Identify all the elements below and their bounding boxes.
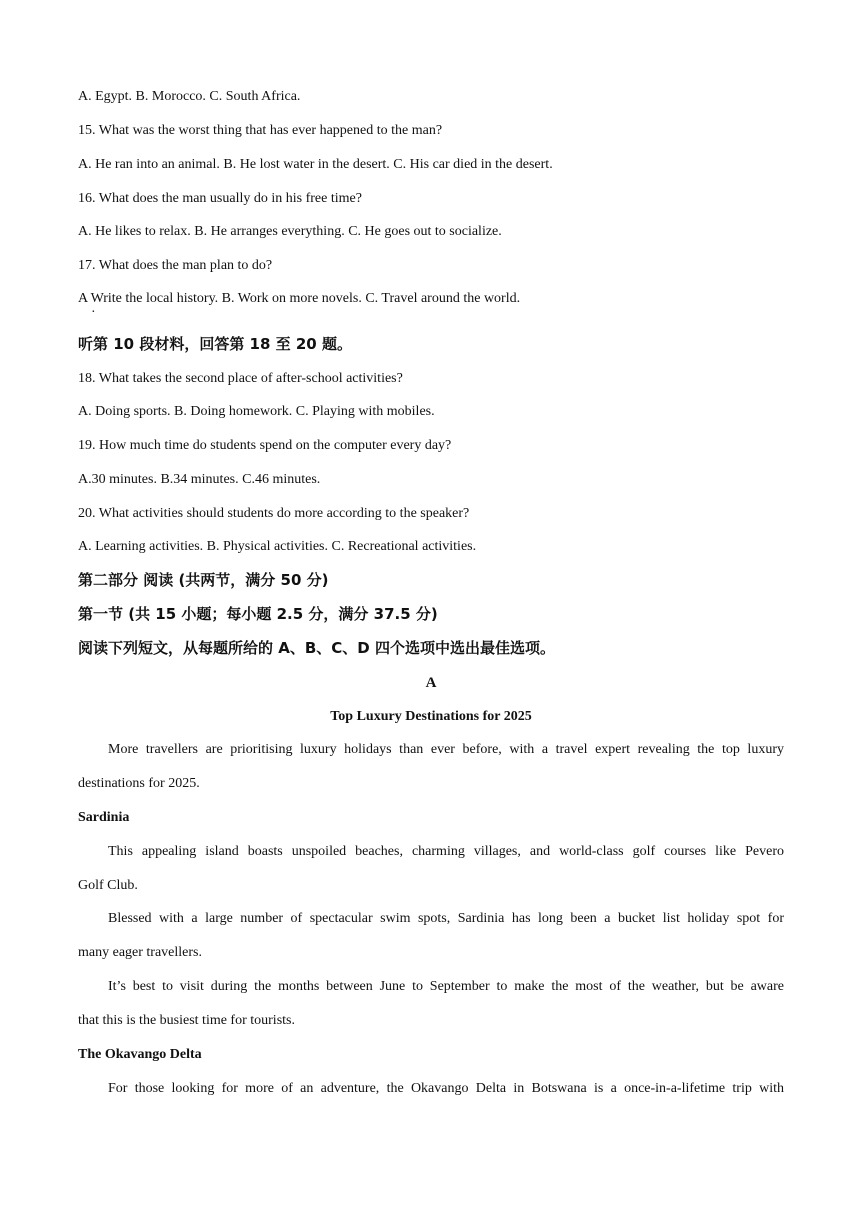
paragraph-2-line-1: This appealing island boasts unspoiled beaches, charming villages, and world-class golf courses like Pevero [108, 844, 784, 859]
q19-question: 19. How much time do students spend on the computer every day? [78, 438, 452, 453]
paragraph-1-line-1: More travellers are prioritising luxury holidays than ever before, with a travel expert revealing the top luxury [108, 742, 784, 757]
q19-options: A.30 minutes. B.34 minutes. C.46 minutes. [78, 472, 321, 487]
q18-question: 18. What takes the second place of after-school activities? [78, 371, 403, 386]
heading-okavango: The Okavango Delta [78, 1047, 202, 1062]
paragraph-1-line-2: destinations for 2025. [78, 776, 200, 791]
section1-heading: 第一节 (共 15 小题；每小题 2.5 分，满分 37.5 分) [78, 605, 438, 623]
paragraph-4-line-1: It’s best to visit during the months between June to September to make the most of the weather, but be aware [108, 979, 784, 994]
q17-options: A Write the local history. B. Work on more novels. C. Travel around the world. [78, 291, 521, 306]
paragraph-3-line-1: Blessed with a large number of spectacular swim spots, Sardinia has long been a bucket list holiday spot for [108, 911, 784, 926]
passage-letter: A [425, 675, 437, 691]
q17-dot-mark: · [91, 305, 96, 320]
section10-heading: 听第 10 段材料，回答第 18 至 20 题。 [78, 335, 352, 353]
paragraph-2-line-2: Golf Club. [78, 878, 138, 893]
paragraph-5-line-1: For those looking for more of an adventure, the Okavango Delta in Botswana is a once-in-a-lifetime trip with [108, 1081, 784, 1096]
q14-options: A. Egypt. B. Morocco. C. South Africa. [78, 89, 301, 104]
q20-options: A. Learning activities. B. Physical activities. C. Recreational activities. [78, 539, 477, 554]
part2-heading: 第二部分 阅读 (共两节，满分 50 分) [78, 571, 329, 589]
paragraph-3-line-2: many eager travellers. [78, 945, 202, 960]
paragraph-4-line-2: that this is the busiest time for tourists. [78, 1013, 295, 1028]
q15-options: A. He ran into an animal. B. He lost water in the desert. C. His car died in the desert. [78, 157, 553, 172]
heading-sardinia: Sardinia [78, 810, 130, 825]
q18-options: A. Doing sports. B. Doing homework. C. Playing with mobiles. [78, 404, 435, 419]
q16-question: 16. What does the man usually do in his free time? [78, 191, 362, 206]
q17-question: 17. What does the man plan to do? [78, 258, 273, 273]
q16-options: A. He likes to relax. B. He arranges everything. C. He goes out to socialize. [78, 224, 502, 239]
q20-question: 20. What activities should students do more according to the speaker? [78, 506, 470, 521]
q15-question: 15. What was the worst thing that has ever happened to the man? [78, 123, 443, 138]
reading-instructions: 阅读下列短文，从每题所给的 A、B、C、D 四个选项中选出最佳选项。 [78, 639, 555, 657]
passage-title: Top Luxury Destinations for 2025 [330, 709, 532, 724]
